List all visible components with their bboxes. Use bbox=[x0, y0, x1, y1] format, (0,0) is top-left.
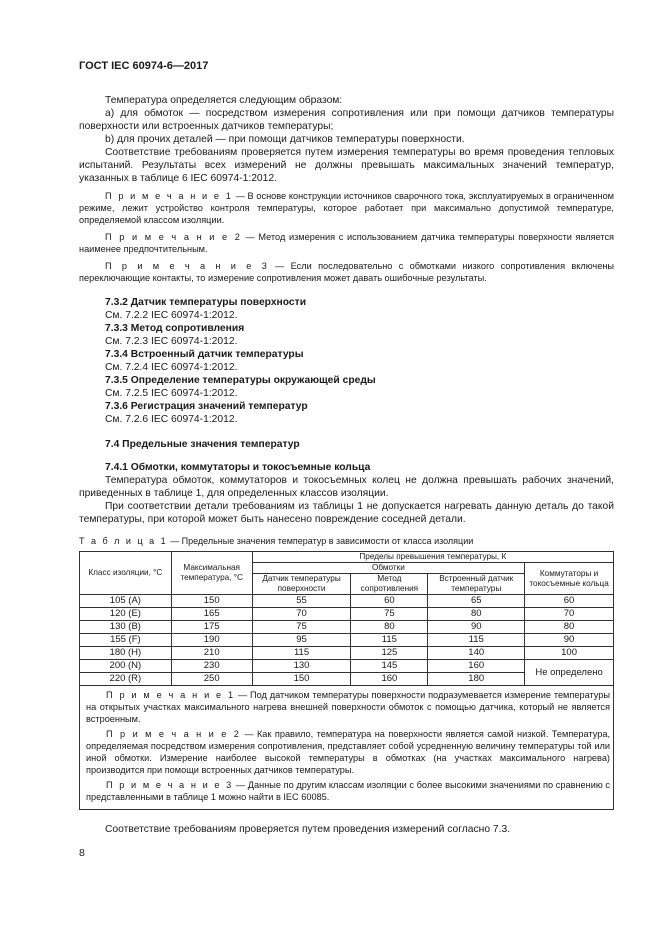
note-label: П р и м е ч а н и е 2 bbox=[105, 232, 242, 242]
cell-commutators: 100 bbox=[525, 647, 614, 660]
subsection-heading: 7.3.4 Встроенный датчик температуры bbox=[105, 349, 304, 360]
cell-max-temp: 165 bbox=[171, 608, 252, 621]
subsection-heading: 7.3.2 Датчик температуры поверхности bbox=[105, 297, 307, 308]
table-caption-label: Т а б л и ц а 1 bbox=[79, 536, 168, 546]
cell-builtin: 90 bbox=[428, 621, 525, 634]
table-row bbox=[80, 634, 614, 647]
cell-class: 220 (R) bbox=[80, 673, 172, 686]
cell-class: 120 (E) bbox=[80, 608, 172, 621]
page-body bbox=[79, 94, 614, 836]
table-caption-text: — Предельные значения температур в зависимости от класса изоляции bbox=[167, 536, 474, 546]
cell-max-temp: 175 bbox=[171, 621, 252, 634]
note-text: — Метод измерения с использованием датчика температуры поверхности является наименее предпочтительным. bbox=[79, 232, 615, 254]
table-note-3 bbox=[86, 779, 610, 803]
table-row bbox=[80, 621, 614, 634]
subsection-heading: 7.3.5 Определение температуры окружающей среды bbox=[105, 375, 376, 386]
cell-resistance: 75 bbox=[351, 608, 428, 621]
subsection-ref: См. 7.2.6 IEC 60974-1:2012. bbox=[105, 414, 238, 425]
subsection-ref: См. 7.2.5 IEC 60974-1:2012. bbox=[105, 388, 238, 399]
cell-builtin: 160 bbox=[428, 660, 525, 673]
intro-item-a: а) для обмоток — посредством измерения сопротивления или при помощи датчиков температуры поверхности или встроенных датчиков температуры; bbox=[79, 108, 614, 132]
cell-surface: 55 bbox=[252, 595, 351, 608]
cell-class: 105 (A) bbox=[80, 595, 172, 608]
cell-max-temp: 190 bbox=[171, 634, 252, 647]
note-text: — В основе конструкции источников сварочного тока, эксплуатируемых в ограниченном режиме, лежит устройство контроля температуры, которое работает при максимально допустимой температуре, определяемой классом изоляции. bbox=[79, 191, 614, 225]
header-builtin-sensor: Встроенный датчик температуры bbox=[428, 574, 525, 595]
cell-surface: 95 bbox=[252, 634, 351, 647]
section-paragraph: Температура обмоток, коммутаторов и токосъемных колец не должна превышать рабочих значений, приведенных в таблице 1, для определенных классов изоляции. bbox=[79, 475, 614, 499]
cell-max-temp: 250 bbox=[171, 673, 252, 686]
table-header-row bbox=[80, 552, 614, 563]
standard-header: ГОСТ IEC 60974-6—2017 bbox=[79, 60, 209, 72]
note-text: — Данные по другим классам изоляции с более высокими значениями по сравнению с представленными в таблице 1 можно найти в IEC 60085. bbox=[86, 780, 611, 802]
note-label: П р и м е ч а н и е 3 bbox=[106, 780, 234, 790]
cell-class: 200 (N) bbox=[80, 660, 172, 673]
table-row bbox=[80, 595, 614, 608]
cell-class: 130 (B) bbox=[80, 621, 172, 634]
cell-surface: 150 bbox=[252, 673, 351, 686]
cell-surface: 115 bbox=[252, 647, 351, 660]
cell-class: 155 (F) bbox=[80, 634, 172, 647]
header-resistance-method: Метод сопротивления bbox=[351, 574, 428, 595]
header-windings: Обмотки bbox=[252, 563, 524, 574]
cell-commutators: 70 bbox=[525, 608, 614, 621]
subsection-heading: 7.3.3 Метод сопротивления bbox=[105, 323, 245, 334]
cell-builtin: 140 bbox=[428, 647, 525, 660]
cell-resistance: 160 bbox=[351, 673, 428, 686]
subsection-heading: 7.3.6 Регистрация значений температур bbox=[105, 401, 308, 412]
cell-max-temp: 230 bbox=[171, 660, 252, 673]
page-number: 8 bbox=[79, 847, 85, 859]
cell-resistance: 145 bbox=[351, 660, 428, 673]
cell-commutators: 60 bbox=[525, 595, 614, 608]
cell-builtin: 115 bbox=[428, 634, 525, 647]
cell-surface: 75 bbox=[252, 621, 351, 634]
temperature-limits-table bbox=[79, 551, 614, 686]
cell-commutators: 80 bbox=[525, 621, 614, 634]
header-limits: Пределы превышения температуры, К bbox=[252, 552, 613, 563]
subsection-heading: 7.4.1 Обмотки, коммутаторы и токосъемные кольца bbox=[105, 462, 371, 473]
cell-class: 180 (H) bbox=[80, 647, 172, 660]
subsection-ref: См. 7.2.3 IEC 60974-1:2012. bbox=[105, 336, 238, 347]
cell-not-defined: Не определено bbox=[525, 660, 614, 686]
subsection-ref: См. 7.2.4 IEC 60974-1:2012. bbox=[105, 362, 238, 373]
table-row bbox=[80, 647, 614, 660]
note-text: — Если последовательно с обмотками низкого сопротивления включены переключающие контакты, то измерение сопротивления может давать ошибочные результаты. bbox=[79, 261, 614, 283]
final-paragraph: Соответствие требованиям проверяется путем проведения измерений согласно 7.3. bbox=[105, 824, 511, 835]
header-surface-sensor: Датчик температуры поверхности bbox=[252, 574, 351, 595]
cell-commutators: 90 bbox=[525, 634, 614, 647]
note-label: П р и м е ч а н и е 2 bbox=[106, 729, 241, 739]
intro-lead: Температура определяется следующим образом: bbox=[105, 95, 343, 106]
note-label: П р и м е ч а н и е 1 bbox=[106, 690, 236, 700]
cell-resistance: 115 bbox=[351, 634, 428, 647]
header-commutators: Коммутаторы и токосъемные кольца bbox=[525, 563, 614, 595]
header-insulation-class: Класс изоляции, °С bbox=[80, 552, 172, 595]
table-note-1 bbox=[86, 689, 610, 725]
cell-builtin: 180 bbox=[428, 673, 525, 686]
cell-resistance: 80 bbox=[351, 621, 428, 634]
subsection-list bbox=[79, 296, 614, 426]
note-1 bbox=[79, 190, 614, 226]
cell-resistance: 125 bbox=[351, 647, 428, 660]
section-heading: 7.4 Предельные значения температур bbox=[105, 439, 300, 450]
cell-builtin: 65 bbox=[428, 595, 525, 608]
table-notes bbox=[79, 686, 614, 810]
cell-surface: 70 bbox=[252, 608, 351, 621]
cell-surface: 130 bbox=[252, 660, 351, 673]
intro-item-b: b) для прочих деталей — при помощи датчиков температуры поверхности. bbox=[105, 134, 465, 145]
note-label: П р и м е ч а н и е 3 bbox=[105, 261, 269, 271]
cell-builtin: 80 bbox=[428, 608, 525, 621]
table-row bbox=[80, 660, 614, 673]
table-caption bbox=[79, 536, 614, 547]
cell-max-temp: 210 bbox=[171, 647, 252, 660]
cell-resistance: 60 bbox=[351, 595, 428, 608]
table-row bbox=[80, 608, 614, 621]
table-note-2 bbox=[86, 728, 610, 776]
note-3 bbox=[79, 260, 614, 284]
header-max-temp: Максимальная температура, °С bbox=[171, 552, 252, 595]
note-text: — Как правило, температура на поверхности является самой низкой. Температура, определяемая посредством измерения сопротивления, представляет собой усредненную величину температуры той или иной обмотки. Измерение наиболее высокой температуры в обмотках (на участках максимального нагрева) производится при помощи встроенных датчиков температуры. bbox=[86, 729, 610, 775]
intro-compliance: Соответствие требованиям проверяется путем измерения температуры во время проведения тепловых испытаний. Результаты всех измерений не должны превышать максимальных значений температур, указанных в таблице 6 IEC 60974-1:2012. bbox=[79, 147, 614, 184]
cell-max-temp: 150 bbox=[171, 595, 252, 608]
spacer bbox=[79, 284, 614, 296]
section-paragraph: При соответствии детали требованиям из таблицы 1 не допускается нагревать данную деталь до такой температуры, при которой может быть нанесено повреждение соседней детали. bbox=[79, 501, 614, 525]
subsection-ref: См. 7.2.2 IEC 60974-1:2012. bbox=[105, 310, 238, 321]
note-text: — Под датчиком температуры поверхности подразумевается измерение температуры на открытых участках максимального нагрева внешней поверхности обмоток с помощью датчика, который не является встроенным. bbox=[86, 690, 610, 724]
note-2 bbox=[79, 231, 614, 255]
note-label: П р и м е ч а н и е 1 bbox=[105, 191, 233, 201]
